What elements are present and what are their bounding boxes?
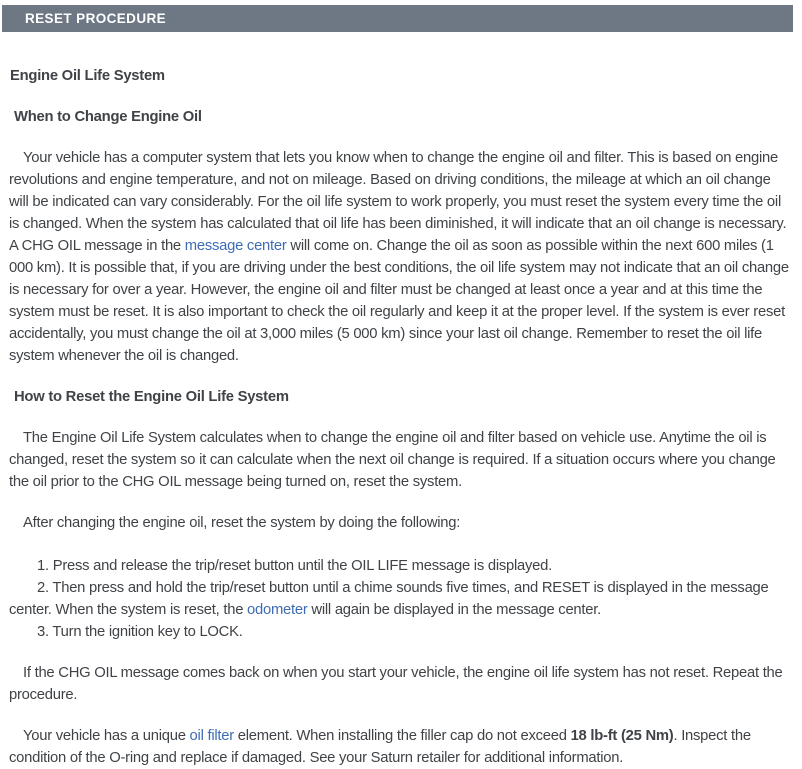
text-run: Your vehicle has a computer system that lets you know when to change the engine oil and filter. This is based on engine revolutions and engine temperature, and not on mileage. Based on driving conditions, the mileage at which an oil change will be indicated can vary considerably. For the oil life system to work properly, you must reset the system every time the oil is changed. When the system has calculated that oil life has been diminished, it will indicate that an oil change is necessary. A CHG OIL message in the: [9, 150, 787, 254]
reset-step-3: [9, 621, 790, 643]
heading-how-to-reset: How to Reset the Engine Oil Life System: [14, 389, 289, 405]
message-center-link[interactable]: message center: [184, 238, 287, 254]
text-run: After changing the engine oil, reset the system by doing the following:: [23, 515, 461, 531]
reset-procedure-page: [0, 5, 802, 769]
reset-step-2: [9, 577, 790, 621]
text-run: element. When installing the filler cap do not exceed: [233, 728, 571, 744]
section-header-bar: [2, 5, 793, 32]
paragraph-system-calculates: [9, 427, 790, 493]
text-run: will come on. Change the oil as soon as possible within the next 600 miles (1 000 km). It is possible that, if you are driving under the best conditions, the oil life system may not indicate that an oil change is necessary for over a year. However, the engine oil and filter must be changed at least once a year and at this time the system must be reset. It is also important to check the oil regularly and keep it at the proper level. If the system is ever reset accidentally, you must change the oil at 3,000 miles (5 000 km) since your last oil change. Remember to reset the oil life system whenever the oil is changed.: [9, 238, 789, 364]
paragraph-oil-life-overview: [9, 147, 790, 367]
text-run: 2. Then press and hold the trip/reset button until a chime sounds five times, and RESET is displayed in the message center. When the system is reset, the: [9, 580, 769, 618]
paragraph-chg-oil-comes-back: [9, 662, 790, 706]
heading-engine-oil-life-system: Engine Oil Life System: [10, 68, 165, 84]
text-run: will again be displayed in the message center.: [307, 602, 601, 618]
text-run: . Inspect the condition of the O-ring and replace if damaged. See your Saturn retailer for additional information.: [9, 728, 751, 766]
oil-filter-link[interactable]: oil filter: [189, 728, 234, 744]
paragraph-after-changing-oil: [9, 512, 790, 534]
text-run: Your vehicle has a unique: [23, 728, 190, 744]
text-run: If the CHG OIL message comes back on when you start your vehicle, the engine oil life system has not reset. Repeat the procedure.: [9, 665, 783, 703]
text-run: 1. Press and release the trip/reset button until the OIL LIFE message is displayed.: [37, 558, 552, 574]
odometer-link[interactable]: odometer: [247, 602, 308, 618]
section-title: RESET PROCEDURE: [25, 11, 167, 26]
heading-when-to-change-engine-oil: When to Change Engine Oil: [14, 109, 202, 125]
text-run: 3. Turn the ignition key to LOCK.: [37, 624, 243, 640]
paragraph-oil-filter-torque: [9, 725, 790, 769]
bold-text: 18 lb-ft (25 Nm): [570, 728, 674, 744]
text-run: The Engine Oil Life System calculates when to change the engine oil and filter based on vehicle use. Anytime the oil is changed, reset the system so it can calculate when the next oil change is required. If a situation occurs where you change the oil prior to the CHG OIL message being turned on, reset the system.: [9, 430, 776, 490]
article-content: [0, 65, 802, 769]
reset-step-1: [9, 555, 790, 577]
reset-steps-list: [9, 555, 790, 643]
